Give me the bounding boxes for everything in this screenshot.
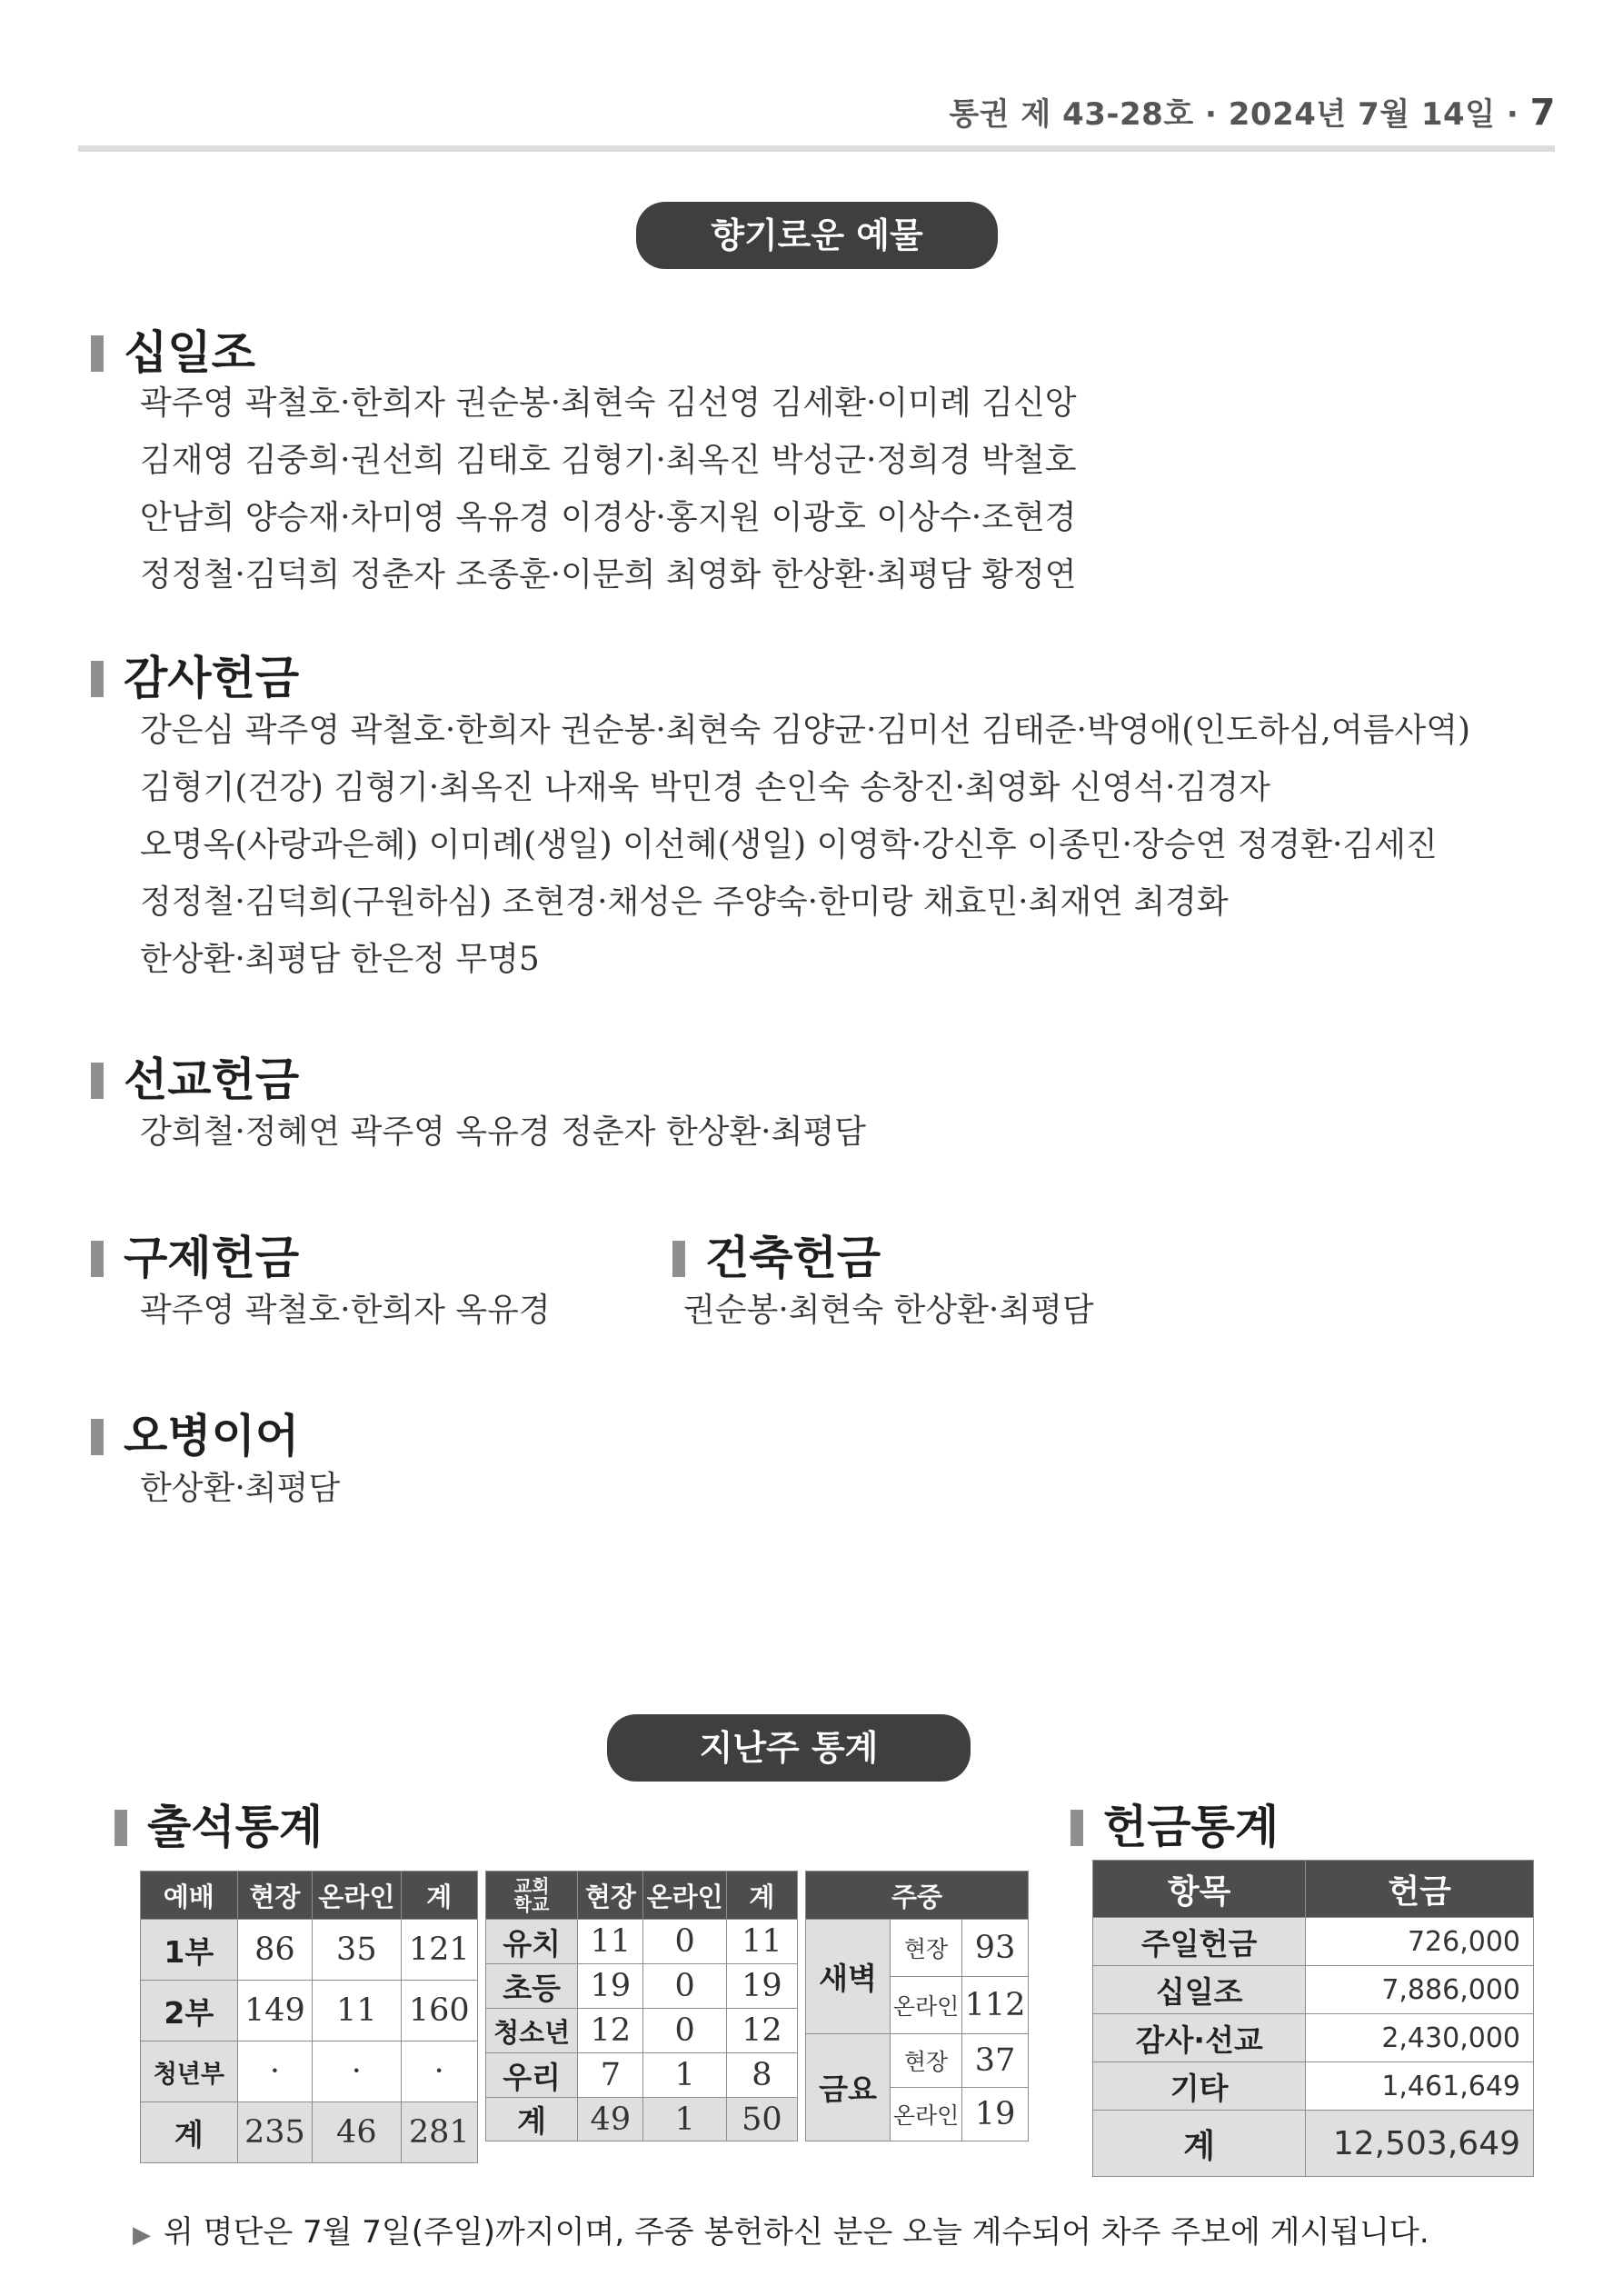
row-label: 우리 <box>486 2053 578 2098</box>
table-row <box>141 2041 478 2102</box>
table-row <box>1093 1966 1534 2014</box>
header-divider <box>78 145 1555 152</box>
thanks-line: 강은심 곽주영 곽철호·한희자 권순봉·최현숙 김양균·김미선 김태준·박영애(인도하심,여름사역) <box>140 712 1471 749</box>
tithe-line: 곽주영 곽철호·한희자 권순봉·최현숙 김선영 김세환·이미례 김신앙 <box>140 384 1077 422</box>
table-row <box>486 2009 798 2053</box>
table-header-row <box>486 1872 798 1920</box>
online-cell: 11 <box>313 1981 401 2041</box>
tithe-line: 안남희 양승재·차미영 옥유경 이경상·홍지원 이광호 이상수·조현경 <box>140 499 1077 536</box>
relief-line: 곽주영 곽철호·한희자 옥유경 <box>140 1292 551 1329</box>
worship-attendance-table <box>140 1871 478 2163</box>
column-header: 주중 <box>806 1872 1029 1920</box>
sub-label: 현장 <box>890 2034 961 2088</box>
tithe-line: 김재영 김중희·권선희 김태호 김형기·최옥진 박성군·정희경 박철호 <box>140 442 1077 479</box>
table-header-row <box>806 1872 1029 1920</box>
row-label: 계 <box>141 2102 238 2163</box>
onsite-cell: 235 <box>237 2102 313 2163</box>
sub-label: 온라인 <box>890 2088 961 2141</box>
online-cell: 0 <box>643 1920 726 1964</box>
relief-names <box>140 1282 551 1339</box>
online-cell: 46 <box>313 2102 401 2163</box>
money-table <box>1092 1860 1534 2177</box>
column-header: 계 <box>726 1872 797 1920</box>
total-cell: 12 <box>726 2009 797 2053</box>
footer-note <box>133 2207 1429 2251</box>
total-cell: 50 <box>726 2098 797 2141</box>
total-cell: 281 <box>401 2102 478 2163</box>
column-header: 헌금 <box>1306 1861 1534 1918</box>
row-label: 십일조 <box>1093 1966 1306 2014</box>
table-row <box>1093 2062 1534 2111</box>
amount-cell: 12,503,649 <box>1306 2111 1534 2177</box>
tithe-title: 십일조 <box>91 316 255 382</box>
onsite-cell: 37 <box>962 2034 1029 2088</box>
total-cell: 121 <box>401 1920 478 1981</box>
column-header: 온라인 <box>643 1872 726 1920</box>
table-row <box>141 1920 478 1981</box>
thanks-line: 한상환·최평담 한은정 무명5 <box>140 941 540 978</box>
onsite-cell: 49 <box>578 2098 643 2141</box>
column-header: 계 <box>401 1872 478 1920</box>
amount-cell: 1,461,649 <box>1306 2062 1534 2111</box>
online-cell: 1 <box>643 2053 726 2098</box>
stats-banner: 지난주 통계 <box>607 1714 971 1782</box>
attendance-title: 출석통계 <box>115 1791 323 1856</box>
triangle-bullet-icon: ▶ <box>133 2221 151 2249</box>
thanks-names <box>140 702 1470 988</box>
fish-names <box>140 1460 340 1517</box>
table-row <box>806 1920 1029 1977</box>
onsite-cell: 149 <box>237 1981 313 2041</box>
row-label: 유치 <box>486 1920 578 1964</box>
row-label: 주일헌금 <box>1093 1918 1306 1966</box>
row-label: 1부 <box>141 1920 238 1981</box>
column-header <box>486 1872 578 1920</box>
online-cell: 1 <box>643 2098 726 2141</box>
page-number: 7 <box>1529 92 1556 134</box>
onsite-cell: 7 <box>578 2053 643 2098</box>
onsite-cell: 93 <box>962 1920 1029 1977</box>
row-label: 감사·선교 <box>1093 2014 1306 2062</box>
column-header: 항목 <box>1093 1861 1306 1918</box>
onsite-cell: 86 <box>237 1920 313 1981</box>
onsite-cell: 11 <box>578 1920 643 1964</box>
row-label: 계 <box>486 2098 578 2141</box>
thanks-line: 김형기(건강) 김형기·최옥진 나재욱 박민경 손인숙 송창진·최영화 신영석·김경자 <box>140 769 1270 806</box>
table-header-row <box>141 1872 478 1920</box>
fish-title: 오병이어 <box>91 1400 299 1465</box>
issue-text: 통권 제 43-28호 · 2024년 7월 14일 · <box>949 96 1530 133</box>
total-cell: 8 <box>726 2053 797 2098</box>
table-total-row <box>1093 2111 1534 2177</box>
onsite-cell: 19 <box>578 1964 643 2009</box>
column-header: 예배 <box>141 1872 238 1920</box>
online-cell: 112 <box>962 1977 1029 2034</box>
total-cell: · <box>401 2041 478 2102</box>
thanks-line: 오명옥(사랑과은혜) 이미례(생일) 이선혜(생일) 이영학·강신후 이종민·장승연 정경환·김세진 <box>140 826 1438 863</box>
thanks-title: 감사헌금 <box>91 642 299 707</box>
total-cell: 19 <box>726 1964 797 2009</box>
table-total-row <box>141 2102 478 2163</box>
table-total-row <box>486 2098 798 2141</box>
row-label: 계 <box>1093 2111 1306 2177</box>
online-cell: 0 <box>643 2009 726 2053</box>
building-line: 권순봉·최현숙 한상환·최평담 <box>683 1292 1094 1329</box>
amount-cell: 7,886,000 <box>1306 1966 1534 2014</box>
sub-label: 온라인 <box>890 1977 961 2034</box>
tithe-names <box>140 374 1077 604</box>
row-label: 청소년 <box>486 2009 578 2053</box>
table-row <box>486 2053 798 2098</box>
fish-line: 한상환·최평담 <box>140 1470 341 1507</box>
onsite-cell: · <box>237 2041 313 2102</box>
column-header: 현장 <box>237 1872 313 1920</box>
table-row <box>806 2034 1029 2088</box>
table-row <box>1093 2014 1534 2062</box>
building-title: 건축헌금 <box>672 1222 881 1287</box>
total-cell: 160 <box>401 1981 478 2041</box>
online-cell: 19 <box>962 2088 1029 2141</box>
mission-names <box>140 1103 866 1161</box>
header-line: 학교 <box>513 1893 550 1915</box>
table-row <box>486 1920 798 1964</box>
amount-cell: 726,000 <box>1306 1918 1534 1966</box>
mission-line: 강희철·정혜연 곽주영 옥유경 정춘자 한상환·최평담 <box>140 1113 866 1151</box>
money-title: 헌금통계 <box>1070 1791 1279 1856</box>
church-school-table <box>485 1871 798 2141</box>
row-label: 초등 <box>486 1964 578 2009</box>
building-names <box>683 1282 1094 1339</box>
row-label: 기타 <box>1093 2062 1306 2111</box>
group-label: 금요 <box>806 2034 891 2141</box>
total-cell: 11 <box>726 1920 797 1964</box>
column-header: 온라인 <box>313 1872 401 1920</box>
tithe-line: 정정철·김덕희 정춘자 조종훈·이문희 최영화 한상환·최평담 황정연 <box>140 556 1077 594</box>
table-row <box>1093 1918 1534 1966</box>
online-cell: 0 <box>643 1964 726 2009</box>
bulletin-issue-info <box>949 89 1556 134</box>
online-cell: 35 <box>313 1920 401 1981</box>
note-text: 위 명단은 7월 7일(주일)까지이며, 주중 봉헌하신 분은 오늘 계수되어 차주 주보에 게시됩니다. <box>164 2214 1429 2251</box>
weekday-attendance-table <box>805 1871 1029 2141</box>
row-label: 2부 <box>141 1981 238 2041</box>
header-line: 교회 <box>513 1875 550 1897</box>
table-row <box>486 1964 798 2009</box>
amount-cell: 2,430,000 <box>1306 2014 1534 2062</box>
table-header-row <box>1093 1861 1534 1918</box>
onsite-cell: 12 <box>578 2009 643 2053</box>
table-row <box>141 1981 478 2041</box>
column-header: 현장 <box>578 1872 643 1920</box>
sub-label: 현장 <box>890 1920 961 1977</box>
offering-banner: 향기로운 예물 <box>636 202 998 269</box>
group-label: 새벽 <box>806 1920 891 2034</box>
thanks-line: 정정철·김덕희(구원하심) 조현경·채성은 주양숙·한미랑 채효민·최재연 최경화 <box>140 883 1229 921</box>
relief-title: 구제헌금 <box>91 1222 299 1287</box>
mission-title: 선교헌금 <box>91 1043 299 1109</box>
online-cell: · <box>313 2041 401 2102</box>
row-label: 청년부 <box>141 2041 238 2102</box>
